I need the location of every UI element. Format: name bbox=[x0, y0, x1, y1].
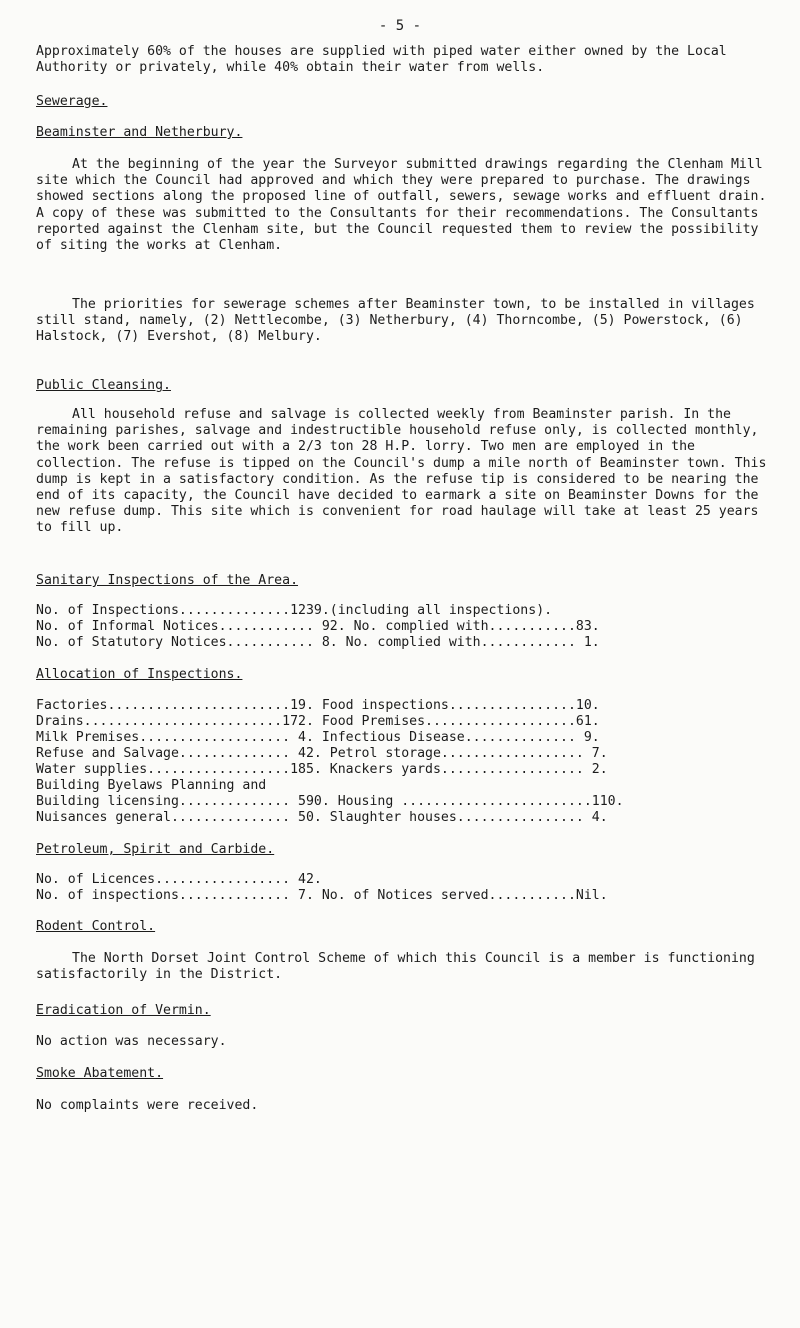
smoke-abatement-paragraph: No complaints were received. bbox=[36, 1098, 259, 1113]
sanitary-row: No. of Inspections..............1239.(including all inspections). bbox=[36, 603, 553, 618]
allocation-row: Milk Premises................... 4. Infectious Disease.............. 9. bbox=[36, 730, 600, 745]
smoke-abatement-heading: Smoke Abatement. bbox=[36, 1066, 164, 1081]
allocation-heading: Allocation of Inspections. bbox=[36, 667, 243, 682]
vermin-heading: Eradication of Vermin. bbox=[36, 1003, 211, 1018]
sanitary-row: No. of Informal Notices............ 92. No. complied with...........83. bbox=[36, 619, 600, 634]
allocation-row: Nuisances general............... 50. Slaughter houses................ 4. bbox=[36, 810, 608, 825]
sanitary-row: No. of Statutory Notices........... 8. No. complied with............ 1. bbox=[36, 635, 600, 650]
public-cleansing-paragraph: All household refuse and salvage is collected weekly from Beaminster parish. In the remaining parishes, salvage and indestructible household refuse only, is collected monthly, the work been carried out with a 2/3 ton 28 H.P. lorry. Two men are employed in the collection. The refuse is tipped on the Council's dump a mile north of Beaminster town. This dump is kept in a satisfactory condition. As the refuse tip is considered to be nearing the end of its capacity, the Council have decided to earmark a site on Beaminster Downs for the new refuse dump. This site which is convenient for road haulage will take at least 25 years to fill up. bbox=[36, 407, 775, 536]
allocation-row: Factories.......................19. Food inspections................10. bbox=[36, 698, 600, 713]
allocation-row: Building Byelaws Planning and bbox=[36, 778, 267, 793]
petroleum-heading: Petroleum, Spirit and Carbide. bbox=[36, 842, 275, 857]
beaminster-netherbury-subheading: Beaminster and Netherbury. bbox=[36, 125, 243, 140]
rodent-control-paragraph: The North Dorset Joint Control Scheme of which this Council is a member is functioning satisfactorily in the District. bbox=[36, 951, 763, 983]
sanitary-inspections-heading: Sanitary Inspections of the Area. bbox=[36, 573, 299, 588]
page-number: - 5 - bbox=[378, 18, 422, 34]
petroleum-row: No. of inspections.............. 7. No. of Notices served...........Nil. bbox=[36, 888, 608, 903]
petroleum-row: No. of Licences................. 42. bbox=[36, 872, 322, 887]
intro-paragraph: Approximately 60% of the houses are supplied with piped water either owned by the Local Authority or privately, while 40% obtain their water from wells. bbox=[36, 44, 735, 76]
sewerage-heading: Sewerage. bbox=[36, 94, 108, 109]
allocation-row: Water supplies..................185. Knackers yards.................. 2. bbox=[36, 762, 608, 777]
allocation-row: Building licensing.............. 590. Housing ........................110. bbox=[36, 794, 624, 809]
allocation-row: Refuse and Salvage.............. 42. Petrol storage.................. 7. bbox=[36, 746, 608, 761]
vermin-paragraph: No action was necessary. bbox=[36, 1034, 227, 1049]
rodent-control-heading: Rodent Control. bbox=[36, 919, 156, 934]
sewerage-paragraph-1: At the beginning of the year the Surveyor submitted drawings regarding the Clenham Mill site which the Council had approved and which they were prepared to purchase. The drawings showed sections along the proposed line of outfall, sewers, sewage works and effluent drain. A copy of these was submitted to the Consultants for their recommendations. The Consultants reported against the Clenham site, but the Council requested them to review the possibility of siting the works at Clenham. bbox=[36, 157, 775, 254]
sewerage-priorities-paragraph: The priorities for sewerage schemes after Beaminster town, to be installed in villages still stand, namely, (2) Nettlecombe, (3) Netherbury, (4) Thorncombe, (5) Powerstock, (6) Halstock, (7) Evershot, (8) Melbury. bbox=[36, 297, 763, 345]
allocation-row: Drains.........................172. Food Premises...................61. bbox=[36, 714, 600, 729]
public-cleansing-heading: Public Cleansing. bbox=[36, 378, 171, 393]
